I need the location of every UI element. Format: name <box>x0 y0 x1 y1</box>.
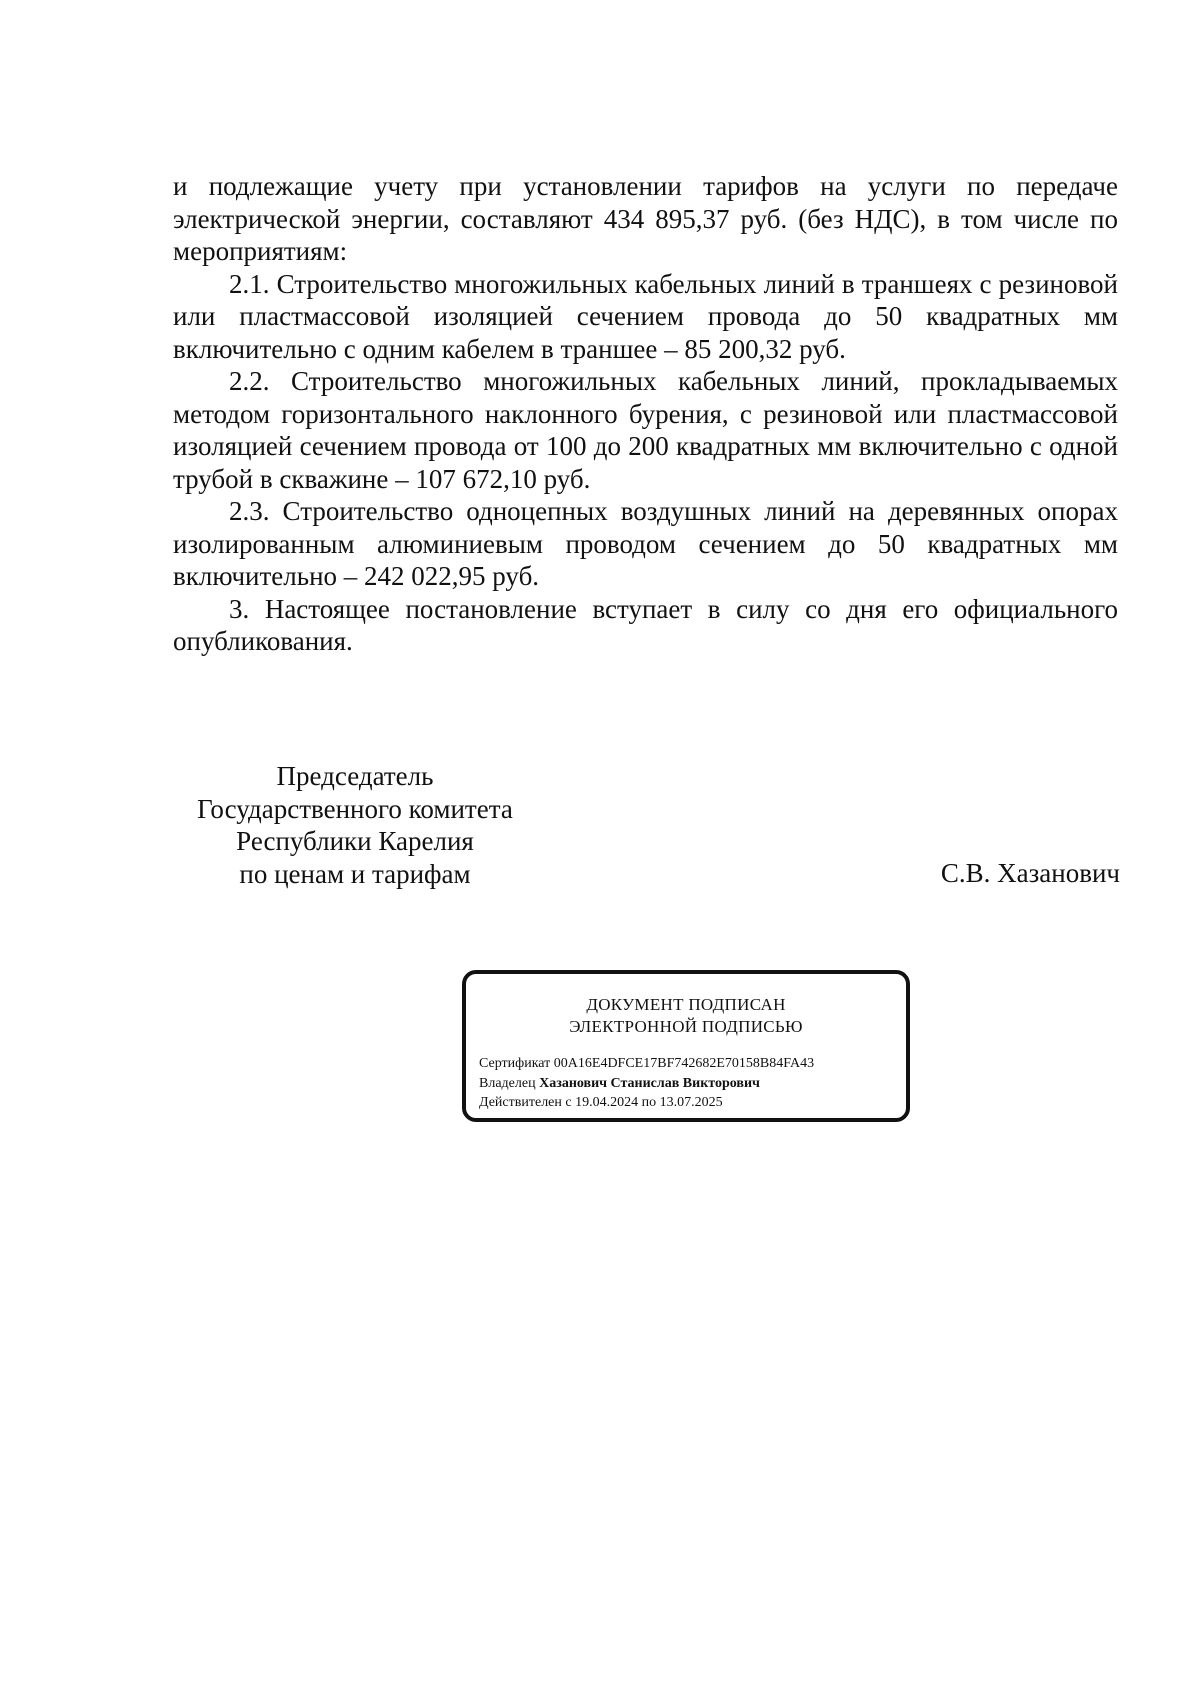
owner-value: Хазанович Станислав Викторович <box>539 1075 760 1091</box>
stamp-owner-row <box>479 1074 814 1094</box>
certificate-label: Сертификат <box>479 1056 551 1071</box>
valid-from-date: 19.04.2024 <box>575 1095 639 1110</box>
signatory-name: С.В. Хазанович <box>940 858 1120 888</box>
stamp-title-line-1: ДОКУМЕНТ ПОДПИСАН <box>586 995 786 1014</box>
valid-to-prefix: по <box>641 1095 657 1110</box>
paragraph-3: 3. Настоящее постановление вступает в силу со дня его официального опубликования. <box>173 593 1118 656</box>
stamp-validity-row <box>479 1093 814 1113</box>
paragraph-intro: и подлежащие учету при установлении тарифов на услуги по передаче электрической энергии, составляют 434 895,37 руб. (без НДС), в том числе по мероприятиям: <box>173 171 1118 266</box>
valid-label: Действителен <box>479 1095 562 1110</box>
paragraph-2-3: 2.3. Строительство одноцепных воздушных линий на деревянных опорах изолированным алюминиевым проводом сечением до 50 квадратных мм включительно – 242 022,95 руб. <box>173 496 1118 591</box>
stamp-certificate-row <box>479 1054 814 1074</box>
valid-to-date: 13.07.2025 <box>659 1095 723 1110</box>
owner-label: Владелец <box>479 1075 536 1091</box>
paragraph-2-2: 2.2. Строительство многожильных кабельных линий, прокладываемых методом горизонтального наклонного бурения, с резиновой или пластмассовой изоляцией сечением провода от 100 до 200 квадратных мм включительно с одной трубой в скважине – 107 672,10 руб. <box>173 366 1118 494</box>
paragraph-2-1: 2.1. Строительство многожильных кабельных линий в траншеях с резиновой или пластмассовой изоляцией сечением провода до 50 квадратных мм включительно с одним кабелем в траншее – 85 200,32 руб. <box>173 268 1118 364</box>
stamp-title <box>466 994 906 1038</box>
signatory-line-3: Республики Карелия <box>236 826 474 856</box>
document-body <box>173 170 1118 658</box>
electronic-signature-stamp <box>462 970 910 1122</box>
stamp-details <box>479 1054 814 1113</box>
signatory-title <box>180 760 530 890</box>
certificate-value: 00A16E4DFCE17BF742682E70158B84FA43 <box>553 1056 815 1071</box>
signatory-line-1: Председатель <box>276 761 434 791</box>
signatory-line-2: Государственного комитета <box>197 793 513 824</box>
valid-from-prefix: с <box>565 1095 572 1110</box>
signatory-line-4: по ценам и тарифам <box>239 858 471 889</box>
stamp-title-line-2: ЭЛЕКТРОННОЙ ПОДПИСЬЮ <box>569 1017 803 1036</box>
